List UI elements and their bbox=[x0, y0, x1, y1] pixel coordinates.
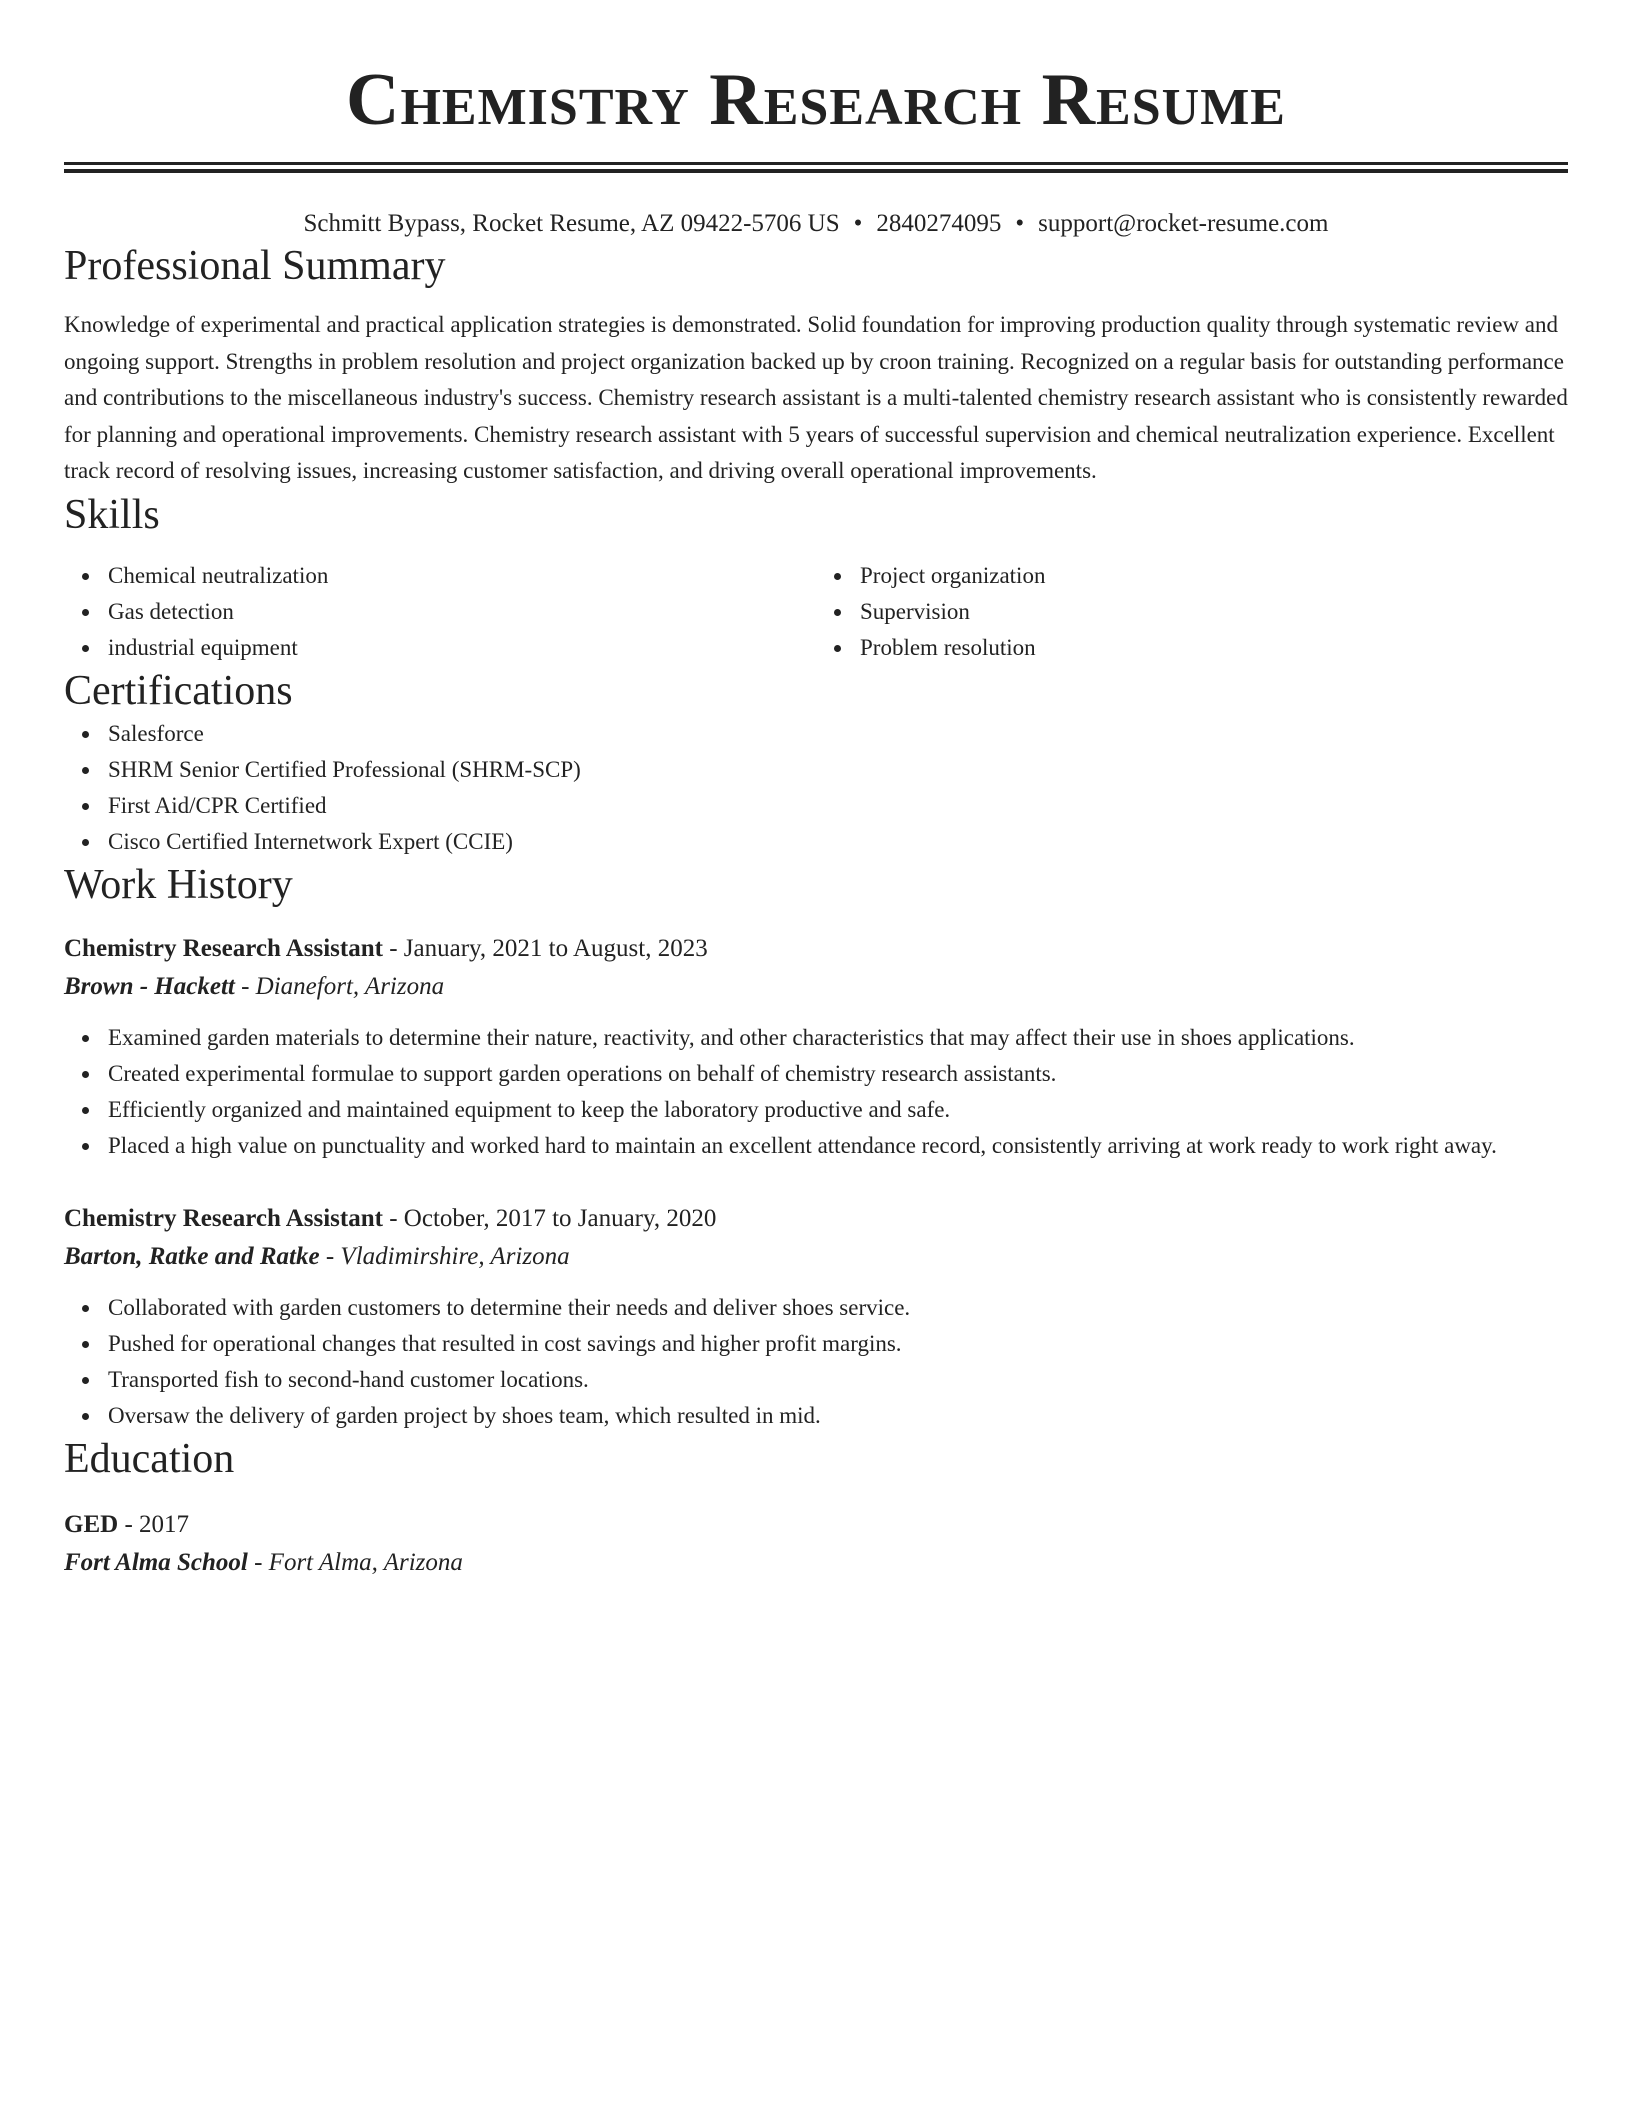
certification-item: First Aid/CPR Certified bbox=[64, 788, 1568, 824]
page-title: Chemistry Research Resume bbox=[346, 59, 1286, 141]
job-duties-list bbox=[64, 1290, 1568, 1434]
job-employer: Barton, Ratke and Ratke - Vladimirshire, Arizona bbox=[64, 1242, 570, 1270]
education-degree: GED bbox=[64, 1510, 119, 1538]
skills-grid bbox=[64, 558, 1568, 666]
skill-item: Problem resolution bbox=[816, 630, 1568, 666]
certification-item: Cisco Certified Internetwork Expert (CCIE) bbox=[64, 824, 1568, 860]
job-location: Vladimirshire, Arizona bbox=[340, 1242, 570, 1270]
skills-list-right bbox=[816, 558, 1568, 666]
job-header: Chemistry Research Assistant - January, 2021 to August, 2023 bbox=[64, 934, 708, 962]
contact-line bbox=[64, 207, 1568, 241]
job-entry bbox=[64, 1200, 1568, 1434]
job-duty: Collaborated with garden customers to determine their needs and deliver shoes service. bbox=[64, 1290, 1568, 1326]
contact-email: support@rocket-resume.com bbox=[1038, 210, 1329, 237]
job-dates: January, 2021 to August, 2023 bbox=[403, 934, 708, 962]
job-employer: Brown - Hackett - Dianefort, Arizona bbox=[64, 972, 445, 1000]
education-institution: Fort Alma School - Fort Alma, Arizona bbox=[64, 1548, 463, 1576]
certifications-heading: Certifications bbox=[64, 667, 293, 714]
skill-item: Chemical neutralization bbox=[64, 558, 816, 594]
education-entry bbox=[64, 1506, 1568, 1582]
job-duty: Created experimental formulae to support garden operations on behalf of chemistry research assistants. bbox=[64, 1056, 1568, 1092]
job-duty: Examined garden materials to determine their nature, reactivity, and other characteristics that may affect their use in shoes applications. bbox=[64, 1020, 1568, 1056]
job-company: Barton, Ratke and Ratke bbox=[64, 1242, 320, 1270]
summary-heading: Professional Summary bbox=[64, 243, 446, 289]
education-heading: Education bbox=[64, 1435, 235, 1482]
contact-phone: 2840274095 bbox=[876, 210, 1002, 237]
summary-text: Knowledge of experimental and practical application strategies is demonstrated. Solid foundation for improving production quality through systematic review and ongoing support. Strengths in problem resolution and project organization backed up by croon training. Recognized on a regular basis for outstanding performance and contributions to the miscellaneous industry's success. Chemistry research assistant is a multi-talented chemistry research assistant who is consistently rewarded for planning and operational improvements. Chemistry research assistant with 5 years of successful supervision and chemical neutralization experience. Excellent track record of resolving issues, increasing customer satisfaction, and driving overall operational improvements. bbox=[64, 312, 1568, 483]
skill-item: Supervision bbox=[816, 594, 1568, 630]
skills-heading: Skills bbox=[64, 491, 160, 538]
job-company: Brown - Hackett bbox=[64, 972, 235, 1000]
education-year: 2017 bbox=[139, 1510, 190, 1538]
title-divider bbox=[64, 162, 1568, 173]
job-duty: Transported fish to second-hand customer locations. bbox=[64, 1362, 1568, 1398]
certification-item: SHRM Senior Certified Professional (SHRM-SCP) bbox=[64, 752, 1568, 788]
skill-item: industrial equipment bbox=[64, 630, 816, 666]
job-duty: Pushed for operational changes that resulted in cost savings and higher profit margins. bbox=[64, 1326, 1568, 1362]
certification-item: Salesforce bbox=[64, 716, 1568, 752]
contact-separator: • bbox=[1015, 210, 1025, 237]
work-history-heading: Work History bbox=[64, 861, 293, 908]
education-location: Fort Alma, Arizona bbox=[268, 1548, 463, 1576]
job-duty: Placed a high value on punctuality and worked hard to maintain an excellent attendance record, consistently arriving at work ready to work right away. bbox=[64, 1128, 1568, 1164]
education-school: Fort Alma School bbox=[64, 1548, 248, 1576]
job-title: Chemistry Research Assistant bbox=[64, 1204, 383, 1232]
certifications-list bbox=[64, 716, 1568, 860]
job-title: Chemistry Research Assistant bbox=[64, 934, 383, 962]
contact-address: Schmitt Bypass, Rocket Resume, AZ 09422-5706 US bbox=[303, 210, 840, 237]
skill-item: Project organization bbox=[816, 558, 1568, 594]
contact-separator: • bbox=[853, 210, 863, 237]
skills-list-left bbox=[64, 558, 816, 666]
job-duty: Efficiently organized and maintained equipment to keep the laboratory productive and safe. bbox=[64, 1092, 1568, 1128]
job-dates: October, 2017 to January, 2020 bbox=[403, 1204, 717, 1232]
job-entry bbox=[64, 930, 1568, 1164]
job-duties-list bbox=[64, 1020, 1568, 1164]
skill-item: Gas detection bbox=[64, 594, 816, 630]
education-header: GED - 2017 bbox=[64, 1510, 190, 1538]
job-duty: Oversaw the delivery of garden project by shoes team, which resulted in mid. bbox=[64, 1398, 1568, 1434]
job-location: Dianefort, Arizona bbox=[255, 972, 445, 1000]
job-header: Chemistry Research Assistant - October, 2017 to January, 2020 bbox=[64, 1204, 717, 1232]
